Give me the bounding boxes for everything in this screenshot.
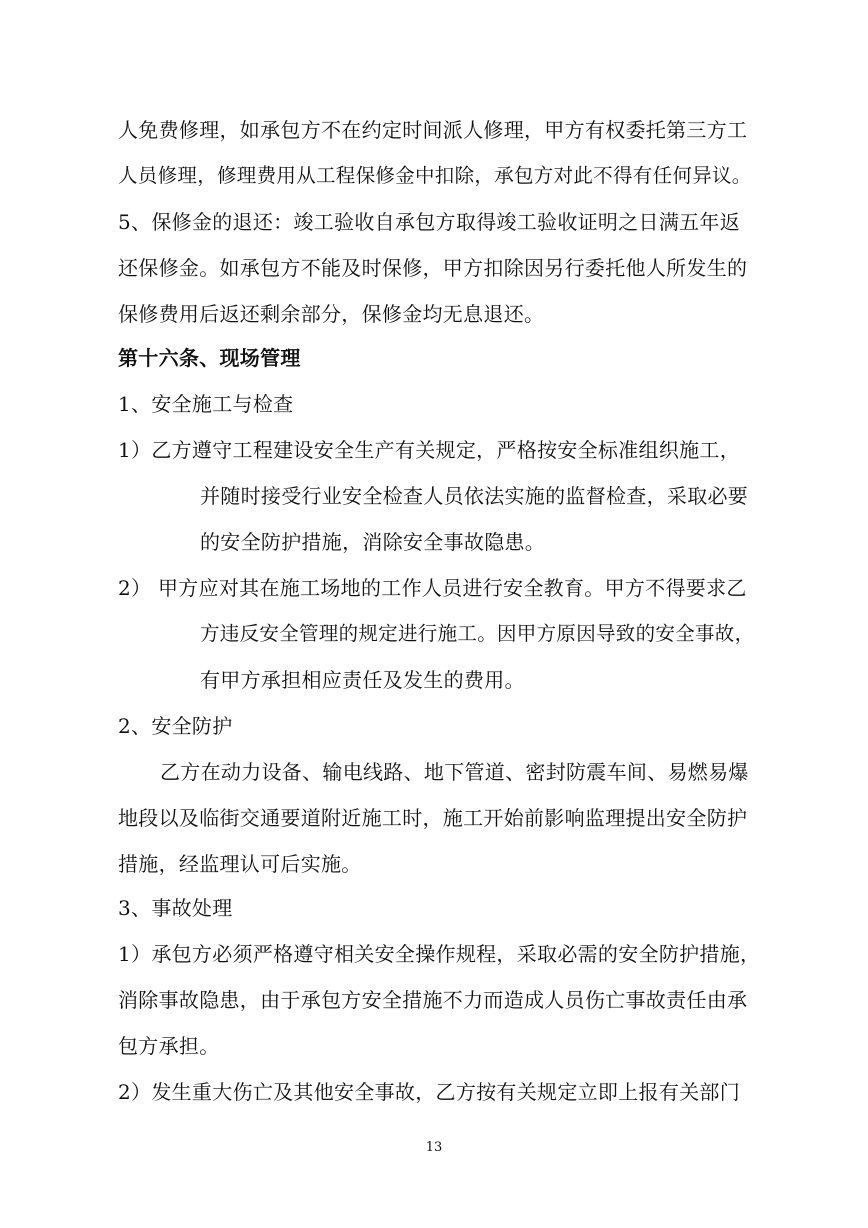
text-line: 2）发生重大伤亡及其他安全事故，乙方按有关规定立即上报有关部门: [118, 1080, 741, 1104]
text-line: 消除事故隐患，由于承包方安全措施不力而造成人员伤亡事故责任由承: [118, 988, 748, 1012]
subsection-heading: 3、事故处理: [118, 896, 233, 920]
subsection-heading: 2、安全防护: [118, 714, 233, 738]
text-line: 方违反安全管理的规定进行施工。因甲方原因导致的安全事故，: [200, 622, 755, 645]
section-heading: 第十六条、现场管理: [118, 346, 301, 370]
text-line: 包方承担。: [118, 1034, 220, 1058]
page-number: 13: [425, 1140, 443, 1155]
text-line: 人员修理，修理费用从工程保修金中扣除，承包方对此不得有任何异议。: [118, 164, 752, 187]
text-line: 1）承包方必须严格遵守相关安全操作规程，采取必需的安全防护措施，: [118, 942, 761, 966]
text-line: 还保修金。如承包方不能及时保修，甲方扣除因另行委托他人所发生的: [118, 256, 748, 280]
text-line: 的安全防护措施，消除安全事故隐患。: [200, 530, 546, 554]
text-line: 措施，经监理认可后实施。: [118, 852, 362, 876]
text-line: 人免费修理，如承包方不在约定时间派人修理，甲方有权委托第三方工: [118, 118, 748, 142]
text-line: 有甲方承担相应责任及发生的费用。: [200, 668, 525, 692]
text-line: 1）乙方遵守工程建设安全生产有关规定，严格按安全标准组织施工，: [118, 438, 741, 462]
subsection-heading: 1、安全施工与检查: [118, 392, 294, 416]
text-line: 乙方在动力设备、输电线路、地下管道、密封防震车间、易燃易爆: [160, 760, 749, 784]
text-line: 地段以及临街交通要道附近施工时，施工开始前影响监理提出安全防护: [118, 806, 748, 830]
text-line: 保修费用后返还剩余部分，保修金均无息退还。: [118, 302, 545, 326]
text-line: 5、保修金的退还：竣工验收自承包方取得竣工验收证明之日满五年返: [118, 210, 741, 234]
text-line: 2） 甲方应对其在施工场地的工作人员进行安全教育。甲方不得要求乙: [118, 576, 747, 600]
text-line: 并随时接受行业安全检查人员依法实施的监督检查，采取必要: [200, 484, 749, 508]
